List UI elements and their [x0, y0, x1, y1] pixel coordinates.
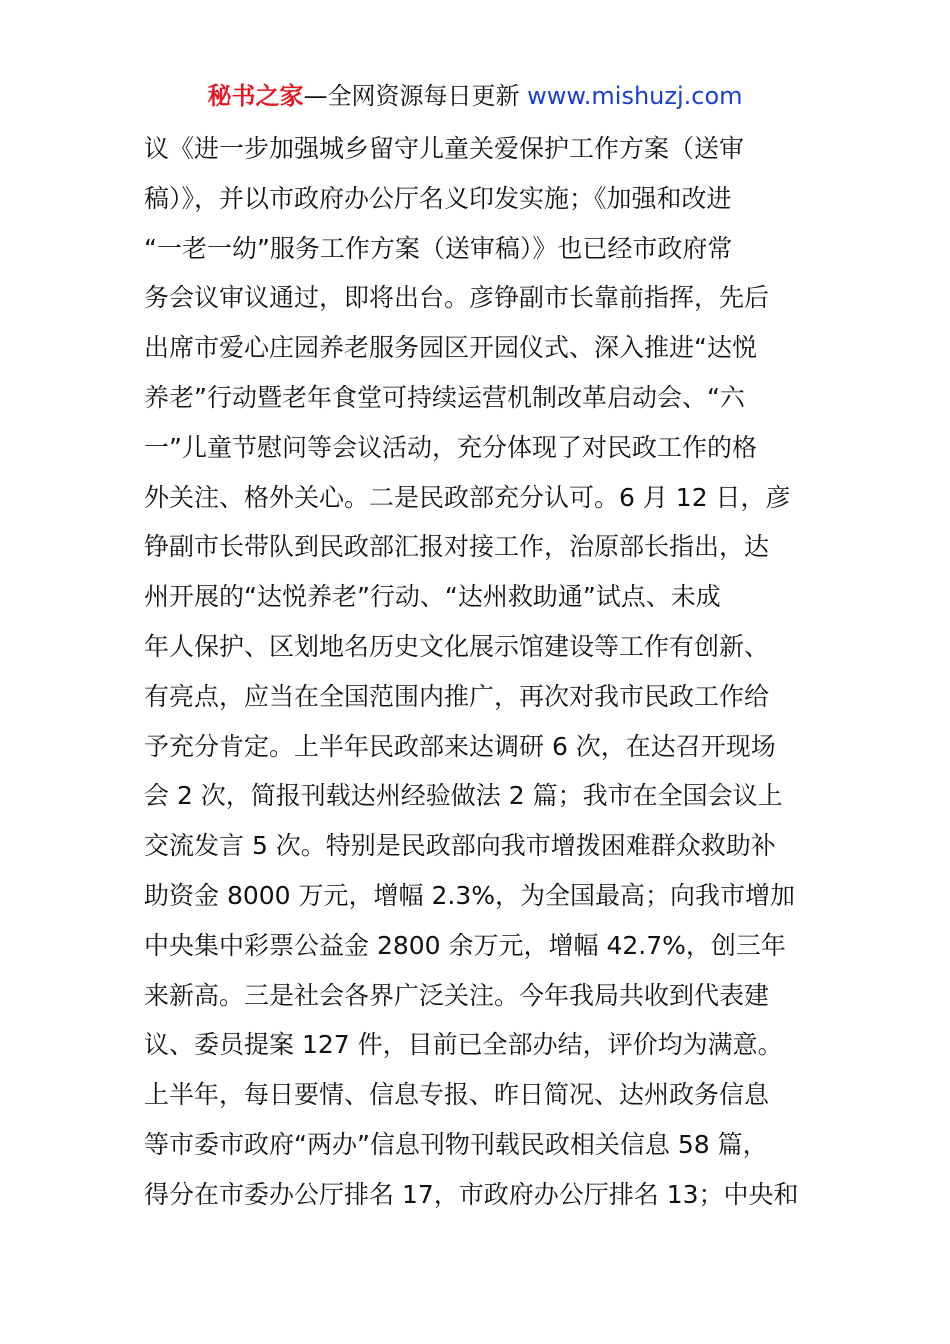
text-line: 州开展的“达悦养老”行动、“达州救助通”试点、未成 [144, 582, 721, 612]
text-line: 等市委市政府“两办”信息刊物刊载民政相关信息 58 篇， [144, 1129, 768, 1159]
text-line: 得分在市委办公厅排名 17，市政府办公厅排名 13；中央和 [144, 1179, 799, 1209]
text-line: 有亮点，应当在全国范围内推广，再次对我市民政工作给 [144, 681, 770, 711]
text-line: 养老”行动暨老年食堂可持续运营机制改革启动会、“六 [144, 382, 745, 412]
text-line: 务会议审议通过，即将出台。彦铮副市长靠前指挥，先后 [144, 283, 770, 313]
text-line: 铮副市长带队到民政部汇报对接工作，治原部长指出，达 [144, 532, 770, 562]
site-brand: 秘书之家 [207, 82, 304, 110]
text-line: 来新高。三是社会各界广泛关注。今年我局共收到代表建 [144, 980, 770, 1010]
site-tagline: —全网资源每日更新 [303, 82, 528, 110]
text-line: 议、委员提案 127 件，目前已全部办结，评价均为满意。 [144, 1030, 783, 1060]
text-line: 中央集中彩票公益金 2800 余万元，增幅 42.7%，创三年 [144, 930, 786, 960]
text-line: 会 2 次，简报刊载达州经验做法 2 篇；我市在全国会议上 [144, 781, 783, 811]
text-line: 上半年，每日要情、信息专报、昨日简况、达州政务信息 [144, 1080, 770, 1110]
text-line: “一老一幼”服务工作方案（送审稿）》也已经市政府常 [144, 233, 733, 263]
page-header [0, 80, 950, 112]
text-line: 出席市爱心庄园养老服务园区开园仪式、深入推进“达悦 [144, 333, 757, 363]
text-line: 一”儿童节慰问等会议活动，充分体现了对民政工作的格 [144, 432, 757, 462]
text-line: 稿）》，并以市政府办公厅名义印发实施；《加强和改进 [144, 183, 732, 213]
text-line: 助资金 8000 万元，增幅 2.3%，为全国最高；向我市增加 [144, 880, 795, 910]
text-line: 予充分肯定。上半年民政部来达调研 6 次，在达召开现场 [144, 731, 776, 761]
text-line: 年人保护、区划地名历史文化展示馆建设等工作有创新、 [144, 631, 770, 661]
site-url[interactable]: www.mishuzj.com [527, 82, 743, 110]
text-line: 议《进一步加强城乡留守儿童关爱保护工作方案（送审 [144, 134, 745, 163]
text-line: 交流发言 5 次。特别是民政部向我市增拨困难群众救助补 [144, 831, 776, 861]
text-line: 外关注、格外关心。二是民政部充分认可。6 月 12 日，彦 [144, 482, 791, 512]
document-body [144, 124, 814, 1220]
